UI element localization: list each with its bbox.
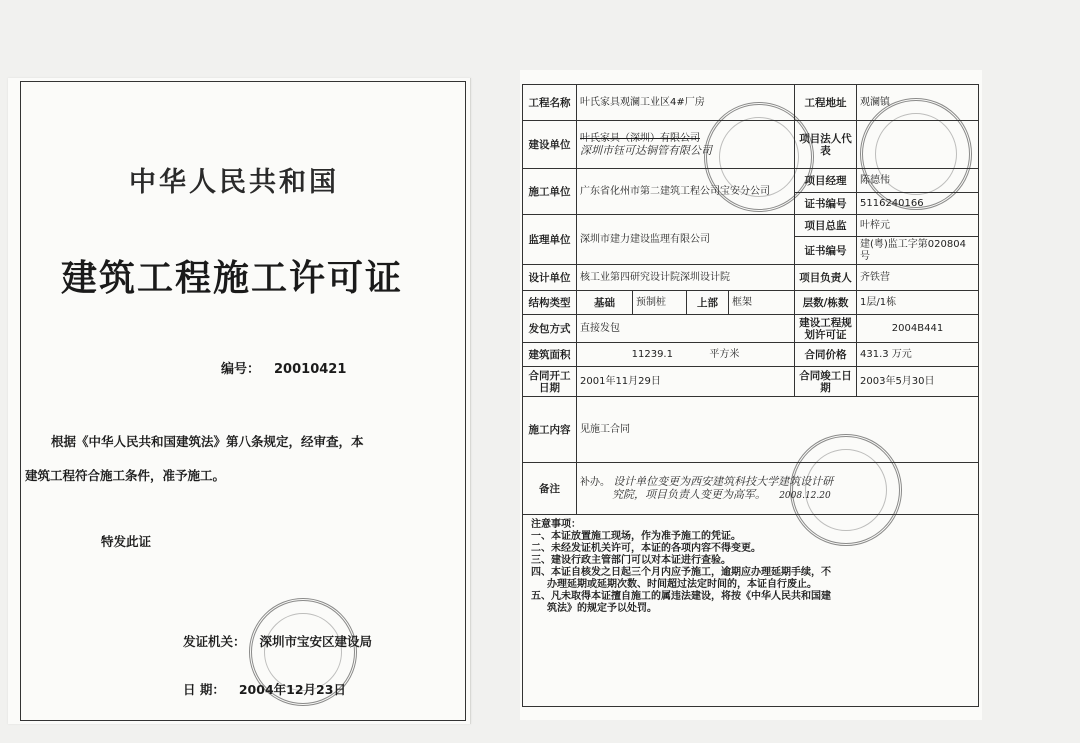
remarks-value xyxy=(577,463,979,515)
designer-value: 核工业第四研究设计院深圳设计院 xyxy=(577,265,795,291)
pm-cert-label: 证书编号 xyxy=(795,193,857,215)
foundation-label: 基础 xyxy=(577,291,633,315)
contractor-value: 广东省化州市第二建筑工程公司宝安分公司 xyxy=(577,169,795,215)
end-date-value: 2003年5月30日 xyxy=(857,367,979,397)
area-label: 建筑面积 xyxy=(523,343,577,367)
project-name-label: 工程名称 xyxy=(523,85,577,121)
date-label: 日 期： xyxy=(183,682,225,697)
certificate-details-page xyxy=(520,70,982,720)
legal-basis-line-1: 根据《中华人民共和国建筑法》第八条规定，经审查，本 xyxy=(51,434,364,449)
remarks-line-1: 设计单位变更为西安建筑科技大学建筑设计研 xyxy=(613,474,834,488)
note-item: 五、凡未取得本证擅自施工的属违法建设，将按《中华人民共和国建 xyxy=(531,591,831,602)
planning-permit-value: 2004B441 xyxy=(857,315,979,343)
certificate-number: 20010421 xyxy=(274,362,347,377)
price-value: 431.3 万元 xyxy=(857,343,979,367)
note-item: 三、建设行政主管部门可以对本证进行查验。 xyxy=(531,555,731,566)
note-item: 一、本证放置施工现场，作为准予施工的凭证。 xyxy=(531,531,741,542)
chief-label: 项目总监 xyxy=(795,215,857,237)
issuing-authority: 深圳市宝安区建设局 xyxy=(259,634,373,649)
floors-label: 层数/栋数 xyxy=(795,291,857,315)
chief-value: 叶梓元 xyxy=(857,215,979,237)
remarks-line-2: 究院，项目负责人变更为高军。 xyxy=(612,487,766,501)
project-address-label: 工程地址 xyxy=(795,85,857,121)
chief-cert-value: 建(粤)监工字第020804号 xyxy=(857,237,979,265)
seal-stamp-remarks xyxy=(790,434,902,546)
note-item: 办理延期或延期次数、时间超过法定时间的，本证自行废止。 xyxy=(547,579,817,590)
upper-label: 上部 xyxy=(687,291,729,315)
legal-basis-line-2: 建筑工程符合施工条件，准予施工。 xyxy=(25,468,226,483)
designer-label: 设计单位 xyxy=(523,265,577,291)
official-seal-stamp xyxy=(249,598,357,706)
country-heading: 中华人民共和国 xyxy=(129,167,339,198)
end-date-label: 合同竣工日期 xyxy=(795,367,857,397)
number-label: 编号： xyxy=(221,362,261,377)
contractor-label: 施工单位 xyxy=(523,169,577,215)
cover-border xyxy=(20,81,466,721)
area-value xyxy=(577,343,795,367)
supervisor-label: 监理单位 xyxy=(523,215,577,265)
project-name-value: 叶氏家具观澜工业区4#厂房 xyxy=(577,85,795,121)
builder-line-1: 叶氏家具（深圳）有限公司 xyxy=(580,132,700,144)
area-number: 11239.1 xyxy=(631,348,673,360)
planning-permit-label: 建设工程规划许可证 xyxy=(795,315,857,343)
remarks-label: 备注 xyxy=(523,463,577,515)
content-label: 施工内容 xyxy=(523,397,577,463)
note-item: 二、未经发证机关许可，本证的各项内容不得变更。 xyxy=(531,543,761,554)
remarks-date: 2008.12.20 xyxy=(779,490,831,501)
certificate-number-line xyxy=(221,358,346,377)
builder-label: 建设单位 xyxy=(523,121,577,169)
note-item: 四、本证自核发之日起三个月内应予施工，逾期应办理延期手续，不 xyxy=(531,567,831,578)
foundation-value: 预制桩 xyxy=(633,291,687,315)
area-unit: 平方米 xyxy=(709,348,740,360)
notes-heading: 注意事项： xyxy=(531,519,581,530)
supervisor-value: 深圳市建力建设监理有限公司 xyxy=(577,215,795,265)
start-date-value: 2001年11月29日 xyxy=(577,367,795,397)
notes-section xyxy=(523,515,979,707)
content-value: 见施工合同 xyxy=(577,397,979,463)
note-item: 筑法》的规定予以处罚。 xyxy=(547,603,657,614)
contract-mode-value: 直接发包 xyxy=(577,315,795,343)
floors-value: 1层/1栋 xyxy=(857,291,979,315)
remarks-prefix: 补办。 xyxy=(580,476,610,488)
design-lead-value: 齐铁营 xyxy=(857,265,979,291)
structure-label: 结构类型 xyxy=(523,291,577,315)
issued-statement: 特发此证 xyxy=(101,534,152,549)
issue-date: 2004年12月23日 xyxy=(238,682,346,697)
builder-line-2: 深圳市钰可达铜管有限公司 xyxy=(580,143,712,157)
pm-label: 项目经理 xyxy=(795,169,857,193)
design-lead-label: 项目负责人 xyxy=(795,265,857,291)
pm-cert-value: 5116240166 xyxy=(857,193,979,215)
authority-label: 发证机关： xyxy=(183,634,246,649)
price-label: 合同价格 xyxy=(795,343,857,367)
project-address-value: 观澜镇 xyxy=(857,85,979,121)
chief-cert-label: 证书编号 xyxy=(795,237,857,265)
start-date-label: 合同开工日期 xyxy=(523,367,577,397)
certificate-title: 建筑工程施工许可证 xyxy=(61,258,404,299)
contract-mode-label: 发包方式 xyxy=(523,315,577,343)
pm-value: 陈德伟 xyxy=(857,169,979,193)
certificate-cover-page xyxy=(8,78,471,724)
seal-stamp-builder xyxy=(704,102,814,212)
seal-stamp-address xyxy=(860,98,972,210)
upper-value: 框架 xyxy=(729,291,795,315)
legal-rep-label: 项目法人代表 xyxy=(795,121,857,169)
